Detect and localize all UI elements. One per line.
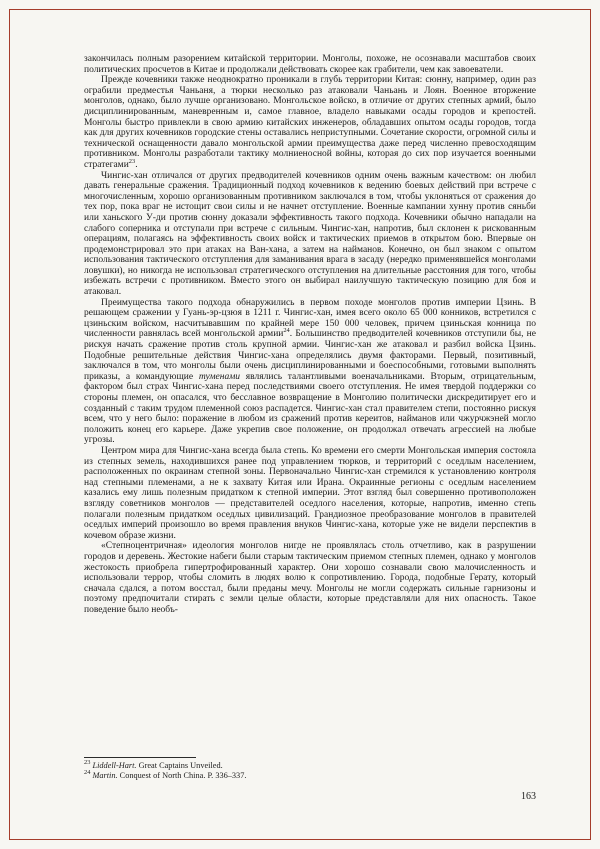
text-run: закончилась полным разорением китайской территории. Монголы, похоже, не осознавали масштабов своих политических просчетов в Китае и продолжали действовать скорее как грабители, чем как завоеватели.	[84, 54, 536, 75]
paragraph	[84, 54, 536, 75]
footnote	[84, 771, 536, 781]
paragraph	[84, 298, 536, 446]
text-run: Liddell-Hart.	[90, 761, 137, 770]
footnote-ref: 24	[283, 327, 290, 335]
footnotes	[84, 757, 536, 781]
text-run: Great Captains Unveiled.	[136, 761, 223, 770]
text-run: туменами	[198, 371, 241, 382]
text-run: Преимущества такого подхода обнаружились в первом походе монголов против империи Цзинь. В решающем сражении у Гуань-эр-цзюя в 1211 г. Чингис-хан, имея всего около 65 000 конников, встретился с цзиньским войском, насчитывавшим по крайней мере 150 000 человек, причем цзиньская конница по численности равнялась всей монгольской армии	[84, 297, 536, 340]
paragraph	[84, 75, 536, 170]
paragraph	[84, 446, 536, 541]
text-run: . Большинство предводителей кочевников отступили бы, не рискуя начать сражение против столь крупной армии. Чингис-хан же атаковал и разбил войска Цзинь. Подобные решительные действия Чингис-хана определялись двумя факторами. Первый, позитивный, заключался в том, что монголы были очень дисциплинированными и боеспособными, готовыми выполнять приказы, а командующие	[84, 329, 536, 382]
text-run: Центром мира для Чингис-хана всегда была степь. Ко времени его смерти Монгольская империя состояла из степных земель, находившихся ранее под управлением тюрков, и территорий с оседлым населением, расположенных по окраинам степной зоны. Первоначально Чингис-хан стремился к установлению контроля над степными племенами, а не к захвату Китая или Ирана. Окраинные регионы с оседлым населением казались ему лишь полезным придатком к степной империи. Этот взгляд был совершенно противоположен взгляду советников монголов — представителей оседлого населения, которые, напротив, именно степь полагали полезным придатком оседлых цивилизаций. Грандиозное преобразование монголов в правителей оседлых империй произошло во время правления внуков Чингис-хана, которые уже не видели перспектив в кочевом образе жизни.	[84, 445, 536, 541]
footnote	[84, 761, 536, 771]
paragraph	[84, 171, 536, 298]
footnote-ref: 23	[84, 759, 91, 767]
text-run: Прежде кочевники также неоднократно проникали в глубь территории Китая: сюнну, например, один раз ограбили предместья Чаньаня, а тюрки несколько раз атаковали Чаньань и Лоян. Военное вторжение монголов, однако, было лучше организовано. Монгольское войско, в отличие от других степных армий, было дисциплинированным, маневренным и, самое главное, владело навыками осады городов и крепостей. Монголы быстро привлекли в свою армию китайских инженеров, обладавших опытом осады городов, тогда как для других кочевников городские стены оставались неприступными. Сочетание скорости, огромной силы и технической оснащенности давало монгольской армии преимущества даже перед численно превосходящим противником. Монголы разработали тактику молниеносной войны, которая до сих пор изучается военными стратегами	[84, 75, 536, 170]
footnote-separator	[84, 757, 196, 758]
text-run: являлись талантливыми военачальниками. Вторым, отрицательным, фактором был страх Чингис-хана перед последствиями своего отступления. Не имея твердой поддержки со стороны племен, он опасался, что бесславное возвращение в Монголию политически дискредитирует его и созданный с таким трудом племенной союз распадется. Чингис-хан стал правителем степи, постоянно рискуя всем, что у него было: поражение в любом из сражений против кереитов, найманов или чжурчжэней могло положить конец его карьере. Даже укрепив свое положение, он продолжал отвечать агрессией на любые угрозы.	[84, 371, 536, 446]
footnote-ref: 24	[84, 769, 91, 777]
text-run: Conquest of North China. P. 336–337.	[117, 770, 247, 780]
text-run: Martin.	[90, 770, 118, 780]
page-number: 163	[521, 791, 536, 802]
text-run: .	[135, 159, 138, 170]
text-run: «Степноцентричная» идеология монголов нигде не проявлялась столь отчетливо, как в разрушении городов и деревень. Жестокие набеги были старым тактическим приемом степных племен, однако у монголов жестокость приобрела гипертрофированный характер. Они хорошо сознавали свою малочисленность и использовали террор, чтобы сломить в людях волю к сопротивлению. Города, подобные Герату, который сначала сдался, а потом восстал, были преданы мечу. Монголы не могли содержать сильные гарнизоны и поэтому предпочитали стирать с земли целые области, которые представляли для них опасность. Такое поведение было необъ-	[84, 541, 536, 615]
text-run: Чингис-хан отличался от других предводителей кочевников одним очень важным качеством: он любил давать генеральные сражения. Традиционный подход кочевников к ведению боевых действий при встрече с многочисленным, хорошо организованным противником заключался в том, чтобы уклоняться от сражения до тех пор, пока враг не истощит свои силы и не начнет отступление. Военные кампании хунну против сяньби или ханьского У-ди против сюнну доказали эффективность такого подхода. Кочевники обычно нападали на слабого соперника и отступали при встрече с сильным. Чингис-хан, напротив, был склонен к рискованным операциям, полагаясь на эффективность своих войск и тактических приемов в открытом бою. Впервые он продемонстрировал это при атаках на Ван-хана, а затем на найманов. Конечно, он был знаком с опытом использования тактического отступления для заманивания врага в засаду (нередко применявшейся монголами ловушки), но никогда не использовал стратегического отступления на длительные расстояния для того, чтобы избежать встречи с противником. Вместо этого он выбирал наилучшую тактическую позицию для боя и атаковал.	[84, 170, 536, 298]
text-block	[84, 54, 536, 615]
paragraph	[84, 541, 536, 615]
footnote-ref: 23	[128, 157, 136, 165]
